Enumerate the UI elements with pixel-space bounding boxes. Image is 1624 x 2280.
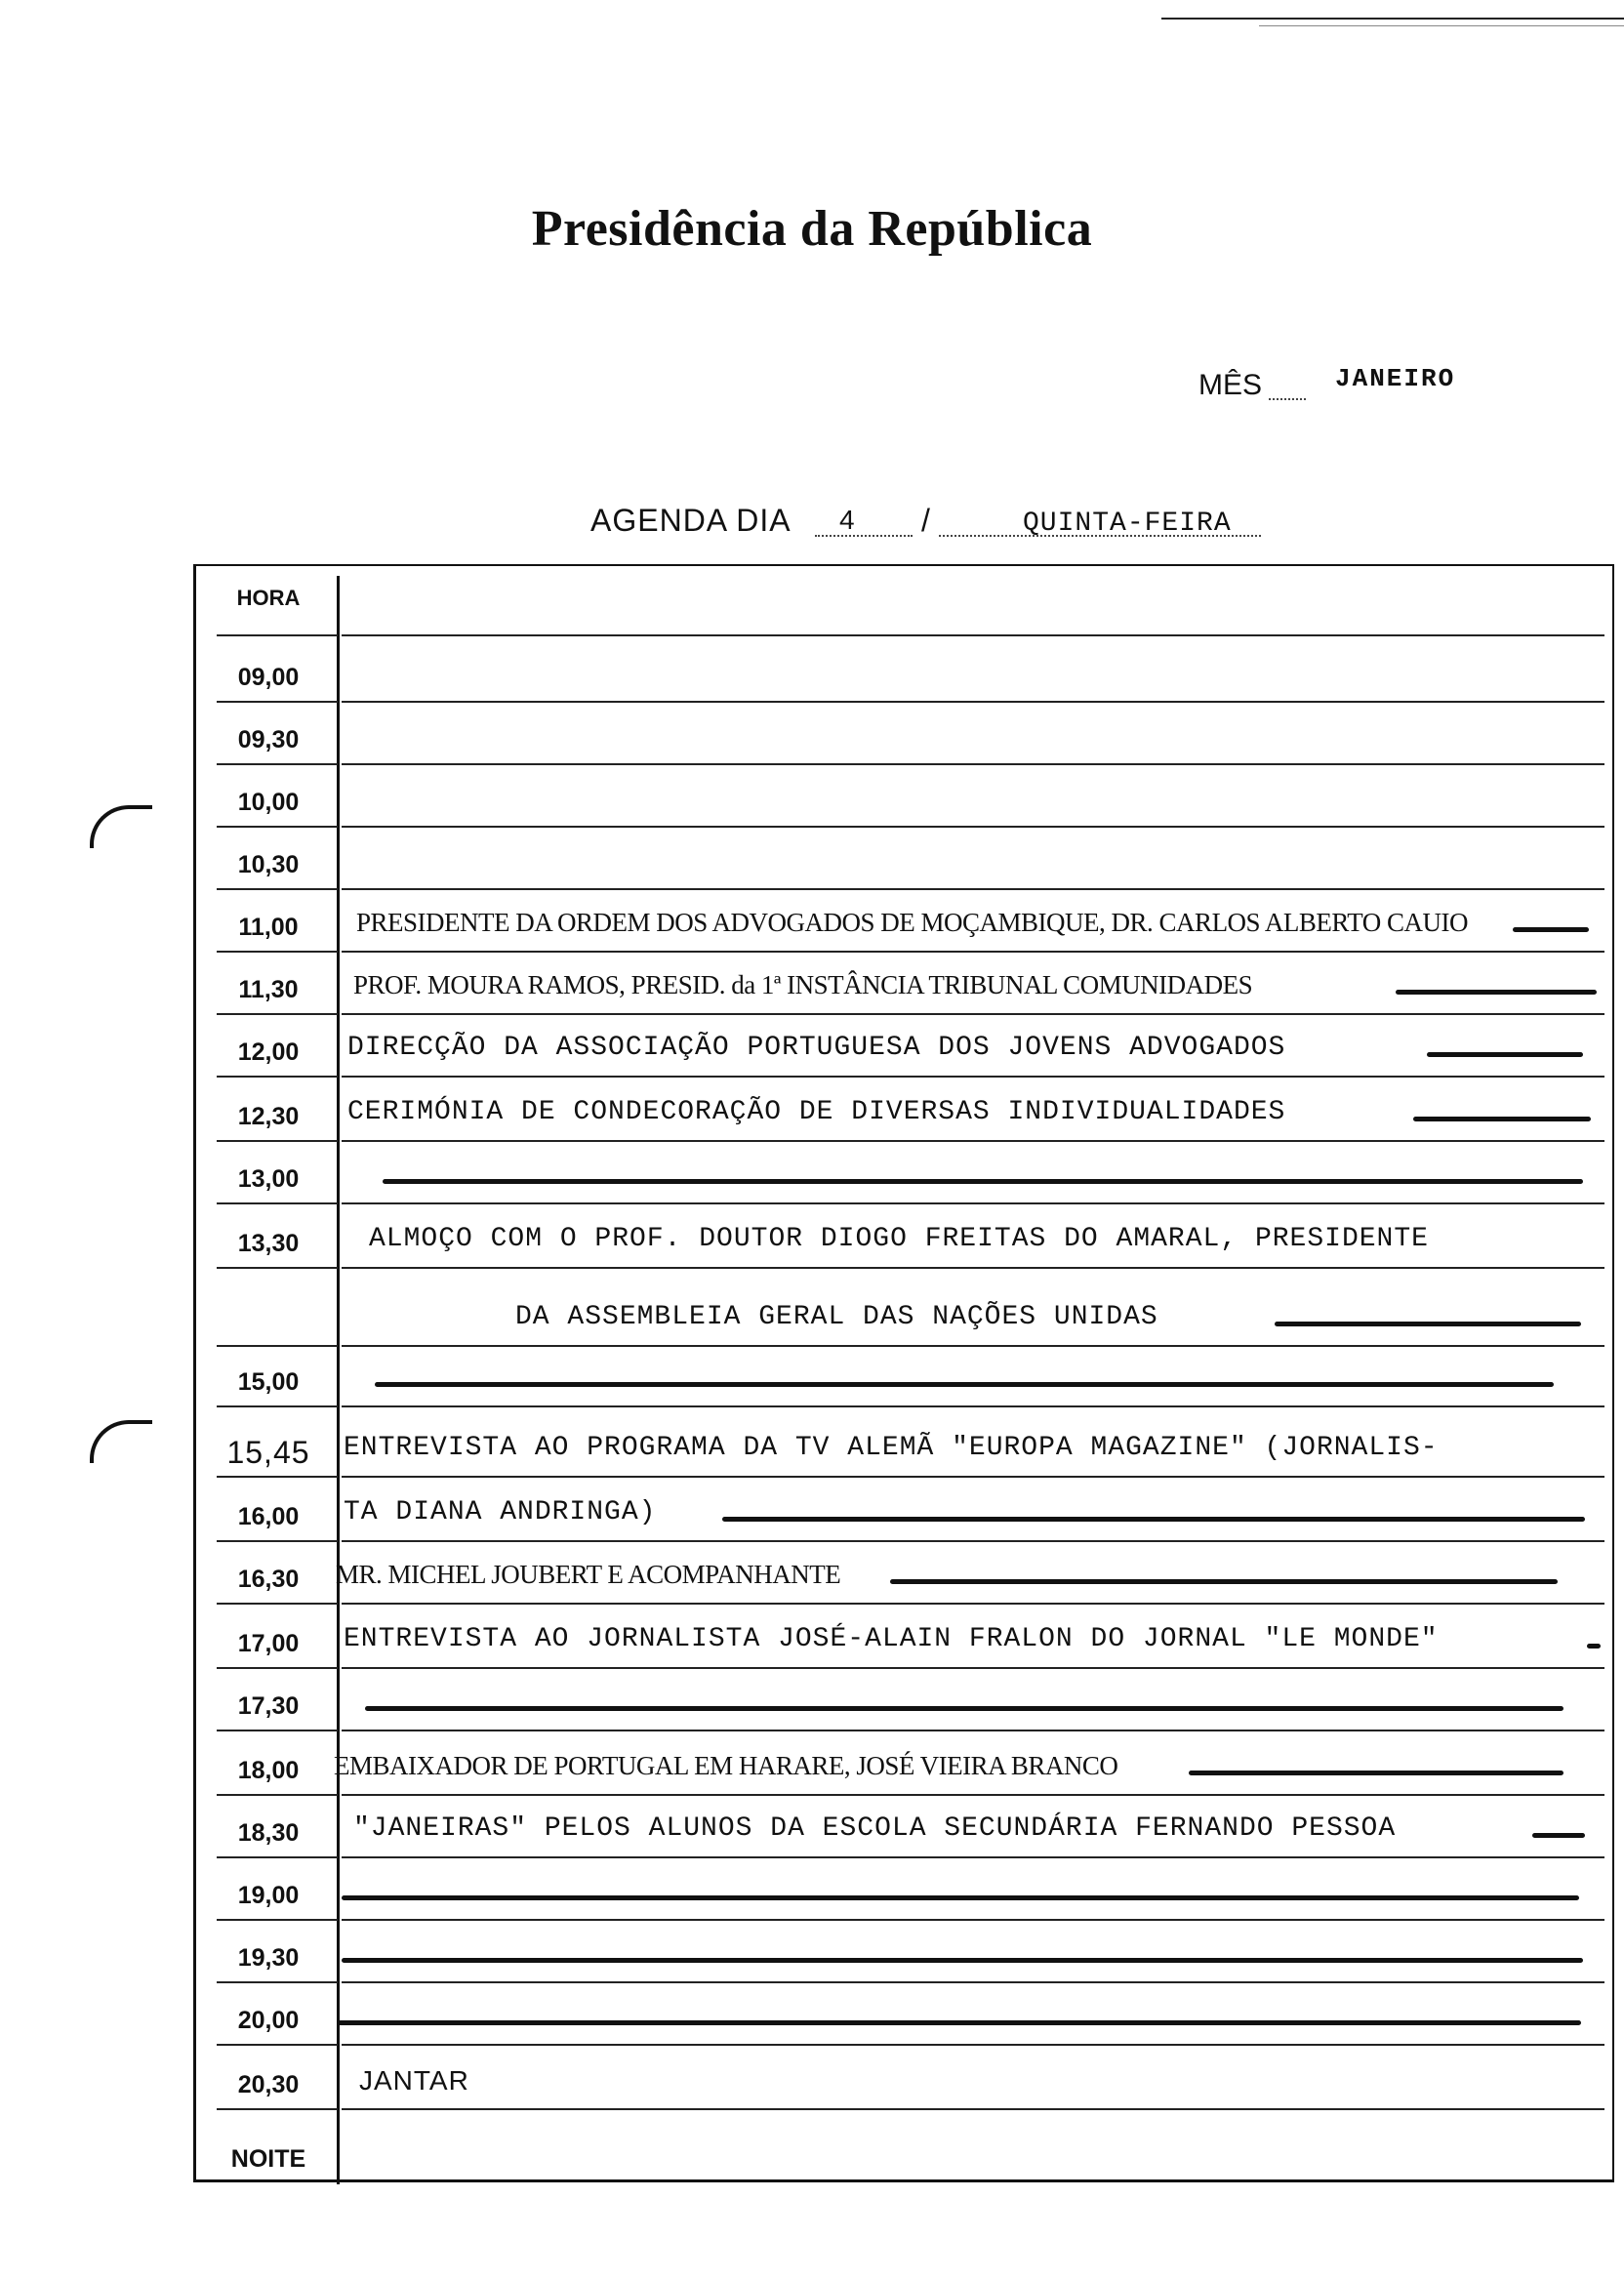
hora-cell: NOITE bbox=[230, 2145, 306, 2173]
hora-cell: 12,30 bbox=[237, 1103, 300, 1130]
hora-cell: 10,00 bbox=[237, 789, 300, 816]
hora-cell: 09,00 bbox=[237, 664, 300, 691]
agenda-entry: ALMOÇO COM O PROF. DOUTOR DIOGO FREITAS DO AMARAL, PRESIDENTE bbox=[369, 1224, 1429, 1254]
mes-dotted-line bbox=[1269, 398, 1306, 400]
handwritten-strike-line bbox=[1532, 1833, 1585, 1838]
handwritten-strike-line bbox=[1413, 1117, 1591, 1121]
hora-cell: 16,30 bbox=[237, 1566, 300, 1593]
handwritten-strike-line bbox=[365, 1706, 1563, 1711]
text-row-separator bbox=[342, 2108, 1604, 2110]
handwritten-strike-line bbox=[375, 1382, 1554, 1387]
agenda-entry: CERIMÓNIA DE CONDECORAÇÃO DE DIVERSAS INDIVIDUALIDADES bbox=[347, 1097, 1286, 1127]
handwritten-strike-line bbox=[383, 1179, 1583, 1184]
hora-row-separator bbox=[217, 634, 338, 636]
hora-row-separator bbox=[217, 1981, 338, 1983]
hora-cell: 15,00 bbox=[237, 1368, 300, 1396]
text-row-separator bbox=[342, 826, 1604, 828]
hora-row-separator bbox=[217, 826, 338, 828]
handwritten-strike-line bbox=[1275, 1322, 1581, 1326]
handwritten-strike-line bbox=[1513, 927, 1589, 932]
hora-row-separator bbox=[217, 701, 338, 703]
agenda-entry: PROF. MOURA RAMOS, PRESID. da 1ª INSTÂNCIA TRIBUNAL COMUNIDADES bbox=[353, 970, 1253, 999]
hora-cell: 19,30 bbox=[237, 1944, 300, 1972]
hora-row-separator bbox=[217, 951, 338, 953]
hora-cell: 09,30 bbox=[237, 726, 300, 753]
text-row-separator bbox=[342, 701, 1604, 703]
text-row-separator bbox=[342, 1603, 1604, 1605]
text-row-separator bbox=[342, 1981, 1604, 1983]
hora-cell: 10,30 bbox=[237, 851, 300, 878]
hora-row-separator bbox=[217, 1667, 338, 1669]
agenda-entry: ENTREVISTA AO JORNALISTA JOSÉ-ALAIN FRALON DO JORNAL "LE MONDE" bbox=[344, 1624, 1439, 1654]
agenda-entry: DIRECÇÃO DA ASSOCIAÇÃO PORTUGUESA DOS JOVENS ADVOGADOS bbox=[347, 1033, 1286, 1063]
handwritten-strike-line bbox=[338, 2020, 1581, 2025]
hora-cell: 13,00 bbox=[237, 1165, 300, 1193]
hora-row-separator bbox=[217, 763, 338, 765]
agenda-day-dotted-line bbox=[815, 535, 913, 537]
mes-value: JANEIRO bbox=[1335, 364, 1456, 393]
hora-row-separator bbox=[217, 1856, 338, 1858]
hora-row-separator bbox=[217, 1076, 338, 1078]
handwritten-strike-line bbox=[1189, 1771, 1563, 1775]
agenda-entry: EMBAIXADOR DE PORTUGAL EM HARARE, JOSÉ VIEIRA BRANCO bbox=[334, 1751, 1118, 1780]
text-row-separator bbox=[342, 1140, 1604, 1142]
text-row-separator bbox=[342, 1202, 1604, 1204]
handwritten-strike-line bbox=[1427, 1052, 1583, 1057]
text-row-separator bbox=[342, 1667, 1604, 1669]
hora-cell: 20,00 bbox=[237, 2007, 300, 2034]
text-row-separator bbox=[342, 888, 1604, 890]
hora-row-separator bbox=[217, 1730, 338, 1731]
text-row-separator bbox=[342, 1405, 1604, 1407]
agenda-table bbox=[193, 564, 1614, 2182]
agenda-slash: / bbox=[921, 503, 930, 538]
hora-row-separator bbox=[217, 1013, 338, 1015]
hora-row-separator bbox=[217, 1540, 338, 1542]
hora-row-separator bbox=[217, 2044, 338, 2046]
agenda-entry: DA ASSEMBLEIA GERAL DAS NAÇÕES UNIDAS bbox=[515, 1302, 1158, 1332]
hora-row-separator bbox=[217, 1919, 338, 1921]
top-edge-rule bbox=[1161, 18, 1624, 20]
text-row-separator bbox=[342, 1856, 1604, 1858]
agenda-entry: TA DIANA ANDRINGA) bbox=[344, 1497, 657, 1527]
hora-row-separator bbox=[217, 1202, 338, 1204]
hora-row-separator bbox=[217, 1140, 338, 1142]
hora-row-separator bbox=[217, 1267, 338, 1269]
hora-cell: 15,45 bbox=[226, 1435, 310, 1470]
agenda-entry: PRESIDENTE DA ORDEM DOS ADVOGADOS DE MOÇAMBIQUE, DR. CARLOS ALBERTO CAUIO bbox=[356, 908, 1468, 937]
text-row-separator bbox=[342, 1476, 1604, 1478]
handwritten-strike-line bbox=[342, 1958, 1583, 1963]
hora-cell: 19,00 bbox=[237, 1882, 300, 1909]
punch-hole-mark-2 bbox=[90, 1420, 152, 1463]
agenda-day: 4 bbox=[839, 505, 855, 535]
hora-cell: 18,00 bbox=[237, 1757, 300, 1784]
text-row-separator bbox=[342, 1919, 1604, 1921]
agenda-entry: ENTREVISTA AO PROGRAMA DA TV ALEMÃ "EUROPA MAGAZINE" (JORNALIS- bbox=[344, 1433, 1439, 1463]
handwritten-strike-line bbox=[342, 1895, 1579, 1900]
text-row-separator bbox=[342, 1267, 1604, 1269]
hora-row-separator bbox=[217, 1405, 338, 1407]
hora-cell: 17,00 bbox=[237, 1630, 300, 1657]
handwritten-strike-line bbox=[1396, 990, 1597, 995]
text-row-separator bbox=[342, 763, 1604, 765]
hora-cell: 18,30 bbox=[237, 1819, 300, 1847]
agenda-entry: JANTAR bbox=[359, 2065, 469, 2096]
page-title: Presidência da República bbox=[531, 201, 1093, 257]
agenda-weekday: QUINTA-FEIRA bbox=[1023, 509, 1232, 539]
text-row-separator bbox=[342, 1540, 1604, 1542]
hora-row-separator bbox=[217, 1603, 338, 1605]
handwritten-strike-line bbox=[890, 1579, 1558, 1584]
hora-cell: 20,30 bbox=[237, 2071, 300, 2098]
handwritten-strike-line bbox=[1587, 1644, 1601, 1649]
top-edge-rule-secondary bbox=[1259, 25, 1624, 26]
text-row-separator bbox=[342, 1076, 1604, 1078]
text-row-separator bbox=[342, 1013, 1604, 1015]
hora-row-separator bbox=[217, 1794, 338, 1796]
hora-cell: 17,30 bbox=[237, 1692, 300, 1720]
hora-cell: 13,30 bbox=[237, 1230, 300, 1257]
text-row-separator bbox=[342, 634, 1604, 636]
hora-cell: 11,30 bbox=[238, 976, 299, 1003]
text-row-separator bbox=[342, 951, 1604, 953]
hora-row-separator bbox=[217, 1345, 338, 1347]
agenda-label: AGENDA DIA bbox=[590, 503, 792, 538]
hora-row-separator bbox=[217, 888, 338, 890]
agenda-entry: "JANEIRAS" PELOS ALUNOS DA ESCOLA SECUNDÁRIA FERNANDO PESSOA bbox=[353, 1813, 1397, 1844]
text-row-separator bbox=[342, 2044, 1604, 2046]
agenda-entry: MR. MICHEL JOUBERT E ACOMPANHANTE bbox=[336, 1560, 841, 1589]
hora-row-separator bbox=[217, 1476, 338, 1478]
mes-label: MÊS bbox=[1198, 369, 1263, 401]
hora-header: HORA bbox=[236, 586, 301, 610]
hora-cell: 11,00 bbox=[238, 914, 299, 941]
handwritten-strike-line bbox=[722, 1517, 1585, 1522]
hora-cell: 12,00 bbox=[237, 1038, 300, 1066]
punch-hole-mark-1 bbox=[90, 805, 152, 848]
hora-row-separator bbox=[217, 2108, 338, 2110]
text-row-separator bbox=[342, 1730, 1604, 1731]
hora-column-divider bbox=[337, 576, 340, 2184]
text-row-separator bbox=[342, 1794, 1604, 1796]
text-row-separator bbox=[342, 1345, 1604, 1347]
hora-cell: 16,00 bbox=[237, 1503, 300, 1530]
